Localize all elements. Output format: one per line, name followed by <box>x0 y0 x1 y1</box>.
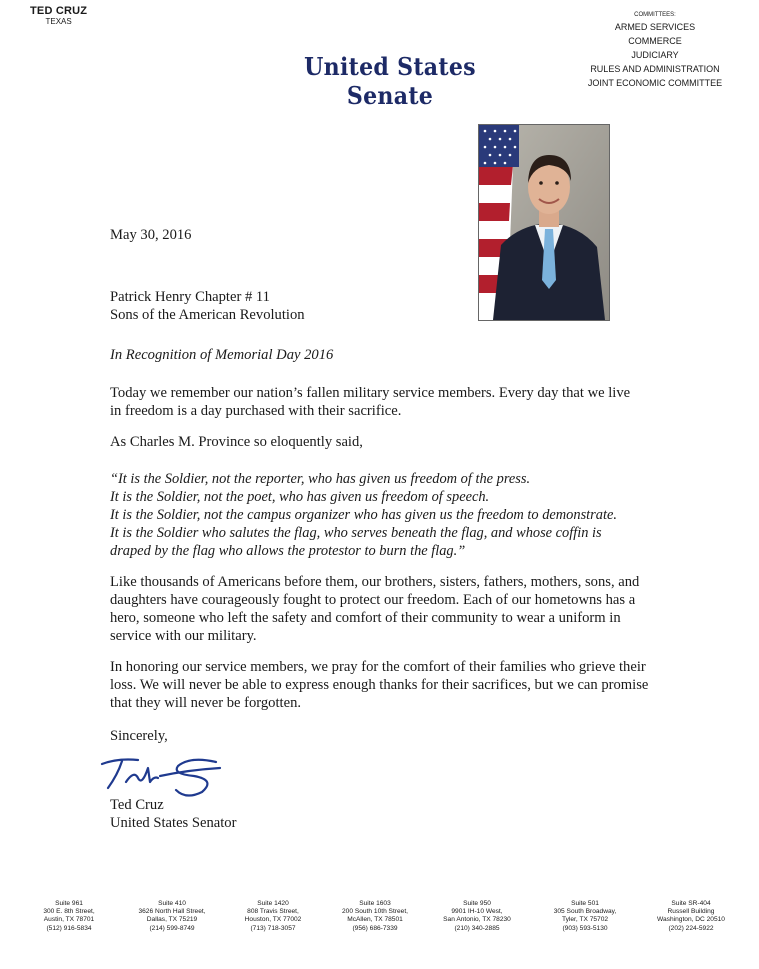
office-address <box>320 900 430 933</box>
recipient-line: Sons of the American Revolution <box>110 307 305 323</box>
quote-line: It is the Soldier who salutes the flag, who serves beneath the flag, and whose coffin is <box>110 525 602 541</box>
closing: Sincerely, <box>110 728 168 744</box>
office-phone: (956) 686-7339 <box>352 924 398 932</box>
office-suite: Suite 961 <box>55 900 83 907</box>
signature-image <box>98 752 228 800</box>
office-suite: Suite 1603 <box>359 900 391 907</box>
office-street: 200 South 10th Street, <box>342 908 408 916</box>
paragraph-3: Like thousands of Americans before them, our brothers, sisters, fathers, mothers, sons, and daughters have courageously fought to protect our freedom. Each of our hometowns has a hero, someone who left the safety and comfort of their community to wear a uniform in service with our military. <box>110 574 640 644</box>
office-phone: (512) 916-5834 <box>46 924 92 932</box>
committee-item: COMMERCE <box>628 36 682 46</box>
office-phone: (713) 718-3057 <box>250 924 296 932</box>
office-street: 808 Travis Street, <box>247 908 299 916</box>
committee-item: ARMED SERVICES <box>614 22 696 32</box>
paragraph-2: As Charles M. Province so eloquently said, <box>110 434 363 450</box>
office-address <box>14 900 124 933</box>
office-city: Austin, TX 78701 <box>43 916 95 924</box>
quote-line: It is the Soldier, not the poet, who has given us freedom of speech. <box>110 489 490 505</box>
recipient-block <box>110 288 660 324</box>
office-address <box>636 900 746 933</box>
office-suite: Suite 1420 <box>257 900 289 907</box>
committees-list <box>575 10 735 90</box>
office-city: Dallas, TX 75219 <box>146 916 198 924</box>
office-suite: Suite 501 <box>571 900 599 907</box>
signature-block <box>110 796 660 832</box>
office-city: Tyler, TX 75702 <box>561 916 609 924</box>
quote-line: “It is the Soldier, not the reporter, who has given us freedom of the press. <box>110 471 531 487</box>
committee-item: JUDICIARY <box>631 50 679 60</box>
paragraph-1: Today we remember our nation’s fallen military service members. Every day that we live in freedom is a day purchased with their sacrifice. <box>110 385 631 419</box>
office-phone: (903) 593-5130 <box>562 924 608 932</box>
office-address <box>218 900 328 933</box>
sender-state: TEXAS <box>45 16 72 26</box>
sender-block <box>30 6 87 26</box>
quote-line: draped by the flag who allows the protestor to burn the flag.” <box>110 543 466 559</box>
quote-block <box>110 470 670 560</box>
committees-heading: COMMITTEES: <box>634 12 676 18</box>
quote-line: It is the Soldier, not the campus organizer who has given us the freedom to demonstrate. <box>110 507 617 523</box>
office-suite: Suite 410 <box>158 900 186 907</box>
signer-name: Ted Cruz <box>110 797 164 813</box>
signer-title: United States Senator <box>110 815 237 831</box>
office-suite: Suite 950 <box>463 900 491 907</box>
office-street: 305 South Broadway, <box>553 908 617 916</box>
office-street: Russell Building <box>667 908 715 916</box>
office-footer <box>0 900 759 950</box>
letter-subject: In Recognition of Memorial Day 2016 <box>110 347 334 363</box>
office-phone: (210) 340-2885 <box>454 924 500 932</box>
committee-item: RULES AND ADMINISTRATION <box>590 64 720 74</box>
office-city: San Antonio, TX 78230 <box>443 916 511 924</box>
office-city: McAllen, TX 78501 <box>347 916 403 924</box>
office-phone: (214) 599-8749 <box>149 924 195 932</box>
office-street: 9901 IH-10 West, <box>451 908 503 916</box>
sender-name: TED CRUZ <box>30 5 88 17</box>
office-phone: (202) 224-5922 <box>668 924 714 932</box>
office-address <box>117 900 227 933</box>
paragraph-4: In honoring our service members, we pray for the comfort of their families who grieve their loss. We will never be able to express enough thanks for their sacrifices, but we can promise that they will never be forgotten. <box>110 659 649 711</box>
office-address <box>530 900 640 933</box>
office-street: 300 E. 8th Street, <box>43 908 95 916</box>
recipient-line: Patrick Henry Chapter # 11 <box>110 289 270 305</box>
letterhead-title: United States Senate <box>304 52 476 110</box>
office-city: Houston, TX 77002 <box>244 916 302 924</box>
office-address <box>422 900 532 933</box>
office-city: Washington, DC 20510 <box>657 916 725 924</box>
letter-date: May 30, 2016 <box>110 227 192 243</box>
committee-item: JOINT ECONOMIC COMMITTEE <box>587 78 723 88</box>
office-street: 3626 North Hall Street, <box>138 908 206 916</box>
office-suite: Suite SR-404 <box>671 900 711 907</box>
